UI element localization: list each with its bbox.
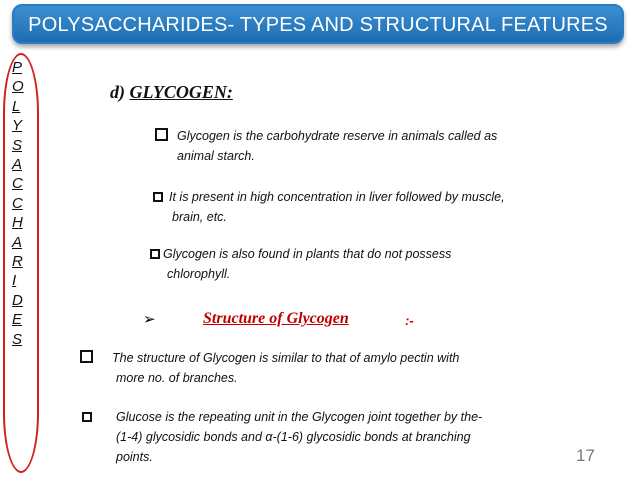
title-bar — [12, 4, 624, 44]
bullet-3 — [150, 244, 451, 284]
checkbox-bullet-icon — [155, 128, 168, 141]
structure-heading-suffix: :- — [405, 313, 414, 328]
side-letter: A — [12, 156, 23, 174]
checkbox-bullet-icon — [82, 412, 92, 422]
bullet-1-line2: animal starch. — [177, 149, 255, 163]
section-heading — [110, 82, 233, 103]
checkbox-bullet-icon — [80, 350, 93, 363]
structure-point-1-line2: more no. of branches. — [116, 371, 238, 385]
side-letter: H — [12, 214, 23, 232]
side-letter: A — [12, 233, 23, 251]
side-letter: P — [12, 59, 23, 76]
page-number: 17 — [576, 446, 595, 465]
side-letter: O — [12, 78, 24, 96]
arrow-bullet-icon: ➢ — [143, 311, 156, 328]
structure-heading: Structure of Glycogen — [203, 310, 349, 327]
slide-title: POLYSACCHARIDES- TYPES AND STRUCTURAL FEATURES — [28, 14, 608, 36]
bullet-3-line1: Glycogen is also found in plants that do not possess — [163, 247, 452, 261]
structure-point-1-line1: The structure of Glycogen is similar to that of amylo pectin with — [112, 351, 460, 365]
side-letter: D — [12, 291, 23, 309]
heading-prefix: d) — [110, 82, 125, 102]
side-letter: C — [12, 175, 23, 193]
structure-point-2-line1: Glucose is the repeating unit in the Glycogen joint together by the- — [116, 410, 483, 424]
bullet-1-line1: Glycogen is the carbohydrate reserve in animals called as — [177, 129, 498, 143]
bullet-2 — [153, 187, 505, 227]
checkbox-bullet-icon — [150, 249, 160, 259]
side-letter: I — [12, 272, 17, 290]
side-letters — [12, 58, 32, 349]
side-letter: Y — [12, 117, 23, 135]
structure-point-2-line2: (1-4) glycosidic bonds and α-(1-6) glycosidic bonds at branching — [116, 430, 471, 444]
bullet-2-line2: brain, etc. — [172, 210, 227, 224]
side-letter: S — [12, 136, 23, 154]
bullet-1 — [155, 126, 497, 166]
side-letter: L — [12, 97, 21, 115]
structure-point-2-line3: points. — [116, 450, 153, 464]
structure-point-1 — [80, 348, 459, 388]
heading-text: GLYCOGEN: — [129, 82, 233, 102]
side-letter: E — [12, 311, 23, 329]
structure-point-2 — [82, 407, 482, 467]
checkbox-bullet-icon — [153, 192, 163, 202]
bullet-2-line1: It is present in high concentration in liver followed by muscle, — [169, 190, 505, 204]
side-letter: C — [12, 194, 23, 212]
side-letter: S — [12, 330, 23, 348]
bullet-3-line2: chlorophyll. — [167, 267, 231, 281]
side-letter: R — [12, 253, 23, 271]
